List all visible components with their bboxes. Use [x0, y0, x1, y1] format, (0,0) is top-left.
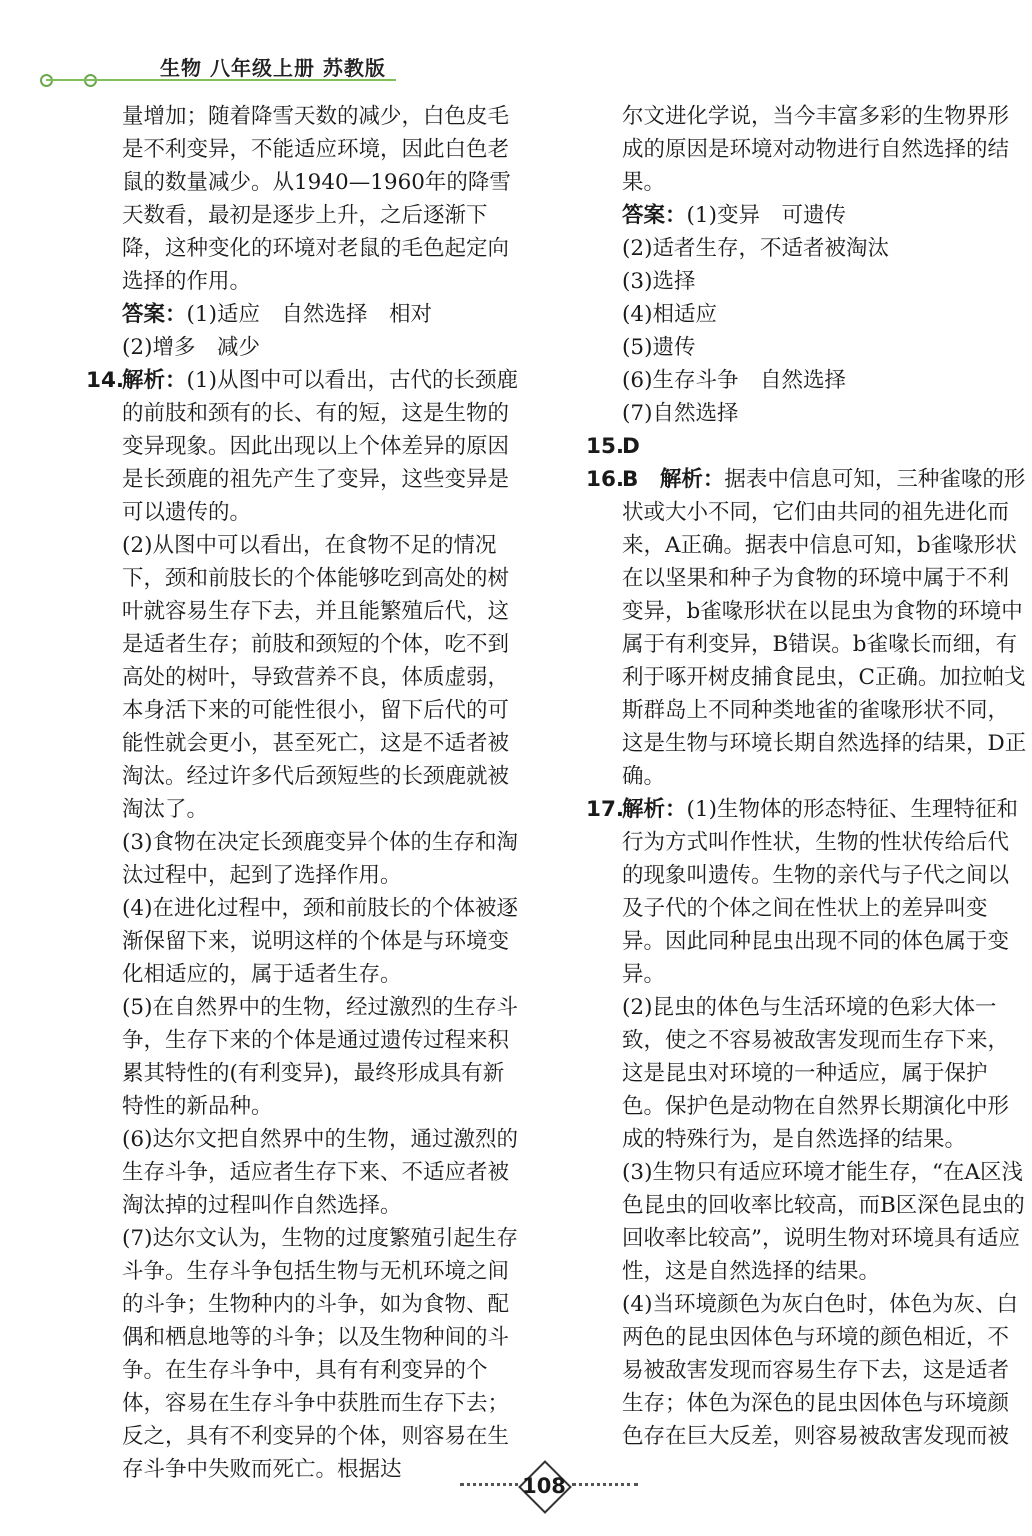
question-17 — [586, 793, 1030, 1453]
question-16 — [586, 463, 1030, 793]
question-number: 16. — [586, 467, 625, 492]
analysis-paragraph: (3)生物只有适应环境才能生存，“在A区浅色昆虫的回收率比较高，而B区深色昆虫的回收率比较高”，说明生物对环境具有适应性，这是自然选择的结果。 — [622, 1160, 1025, 1284]
page-number-badge — [518, 1462, 570, 1510]
analysis-paragraph: (6)达尔文把自然界中的生物，通过激烈的生存斗争，适应者生存下来、不适应者被淘汰掉的过程叫作自然选择。 — [122, 1127, 518, 1218]
analysis-paragraph: (3)食物在决定长颈鹿变异个体的生存和淘汰过程中，起到了选择作用。 — [122, 830, 518, 888]
analysis-label: 解析： — [659, 467, 725, 492]
question-number: 17. — [586, 797, 625, 822]
answer-line: (2)增多 减少 — [122, 335, 260, 360]
analysis-paragraph: (4)在进化过程中，颈和前肢长的个体被逐渐保留下来，说明这样的个体是与环境变化相适应的，属于适者生存。 — [122, 896, 518, 987]
answer-line: (3)选择 — [622, 269, 696, 294]
analysis-paragraph — [622, 463, 1030, 793]
answer-label: 答案： — [122, 302, 187, 327]
answer-line: (4)相适应 — [622, 302, 717, 327]
analysis-label: 解析： — [122, 368, 187, 393]
analysis-paragraph — [122, 364, 518, 529]
answer-choice: B — [622, 467, 639, 492]
analysis-paragraph: (4)当环境颜色为灰白色时，体色为灰、白两色的昆虫因体色与环境的颜色相近，不易被敌害发现而容易生存下去，这是适者生存；体色为深色的昆虫因体色与环境颜色存在巨大反差，则容易被敌害发现而被 — [622, 1292, 1018, 1449]
answer-line: (2)适者生存，不适者被淘汰 — [622, 236, 889, 261]
question-number: 15. — [586, 434, 625, 459]
answer-text: (1)适应 自然选择 相对 — [186, 302, 432, 327]
answer-line — [622, 199, 1030, 232]
left-column — [86, 100, 518, 1486]
answer-line: (6)生存斗争 自然选择 — [622, 368, 846, 393]
question-14 — [86, 364, 518, 1486]
analysis-label: 解析： — [622, 797, 687, 822]
page-number: 108 — [522, 1474, 566, 1498]
analysis-paragraph: (7)达尔文认为，生物的过度繁殖引起生存斗争。生存斗争包括生物与无机环境之间的斗争；生物种内的斗争，如为食物、配偶和栖息地等的斗争；以及生物种间的斗争。在生存斗争中，具有有利变异的个体，容易在生存斗争中获胜而生存下去；反之，具有不利变异的个体，则容易在生存斗争中失败而死亡。根据达 — [122, 1226, 518, 1482]
footer-dots-left — [460, 1483, 526, 1490]
analysis-text: (1)生物体的形态特征、生理特征和行为方式叫作性状，生物的性状传给后代的现象叫遗传。生物的亲代与子代之间以及子代的个体之间在性状上的差异叫变异。因此同种昆虫出现不同的体色属于变异。 — [622, 797, 1018, 987]
analysis-paragraph — [622, 793, 1030, 991]
analysis-paragraph: (2)昆虫的体色与生活环境的色彩大体一致，使之不容易被敌害发现而生存下来，这是昆虫对环境的一种适应，属于保护色。保护色是动物在自然界长期演化中形成的特殊行为，是自然选择的结果。 — [622, 995, 1010, 1152]
answer-choice: D — [622, 434, 640, 459]
continuation-block — [586, 100, 1030, 430]
footer-dots-right — [572, 1483, 638, 1490]
answer-label: 答案： — [622, 203, 687, 228]
analysis-text: 据表中信息可知，三种雀喙的形状或大小不同，它们由共同的祖先进化而来，A正确。据表中信息可知，b雀喙形状在以坚果和种子为食物的环境中属于不利变异，b雀喙形状在以昆虫为食物的环境中属于有利变异，B错误。b雀喙长而细，有利于啄开树皮捕食昆虫，C正确。加拉帕戈斯群岛上不同种类地雀的雀喙形状不同，这是生物与环境长期自然选择的结果，D正确。 — [622, 467, 1027, 789]
continuation-block — [86, 100, 518, 364]
page-header — [40, 48, 400, 88]
book-title: 生物 八年级上册 苏教版 — [160, 56, 386, 80]
analysis-paragraph: (5)在自然界中的生物，经过激烈的生存斗争，生存下来的个体是通过遗传过程来积累其特性的(有利变异)，最终形成具有新特性的新品种。 — [122, 995, 518, 1119]
answer-line: (5)遗传 — [622, 335, 696, 360]
analysis-text: (1)从图中可以看出，古代的长颈鹿的前肢和颈有的长、有的短，这是生物的变异现象。因此出现以上个体差异的原因是长颈鹿的祖先产生了变异，这些变异是可以遗传的。 — [122, 368, 518, 525]
question-15 — [586, 430, 1030, 463]
answer-text: (1)变异 可遗传 — [686, 203, 846, 228]
page-footer — [460, 1466, 630, 1506]
answer-line — [122, 298, 518, 331]
right-column — [586, 100, 1030, 1453]
continuation-paragraph: 尔文进化学说，当今丰富多彩的生物界形成的原因是环境对动物进行自然选择的结果。 — [622, 104, 1010, 195]
continuation-paragraph: 量增加；随着降雪天数的减少，白色皮毛是不利变异，不能适应环境，因此白色老鼠的数量减少。从1940—1960年的降雪天数看，最初是逐步上升，之后逐渐下降，这种变化的环境对老鼠的毛色起定向选择的作用。 — [122, 104, 511, 294]
answer-line: (7)自然选择 — [622, 401, 739, 426]
analysis-paragraph: (2)从图中可以看出，在食物不足的情况下，颈和前肢长的个体能够吃到高处的树叶就容易生存下去，并且能繁殖后代，这是适者生存；前肢和颈短的个体，吃不到高处的树叶，导致营养不良，体质虚弱，本身活下来的可能性很小，留下后代的可能性就会更小，甚至死亡，这是不适者被淘汰。经过许多代后颈短些的长颈鹿就被淘汰了。 — [122, 533, 510, 822]
question-number: 14. — [86, 368, 125, 393]
